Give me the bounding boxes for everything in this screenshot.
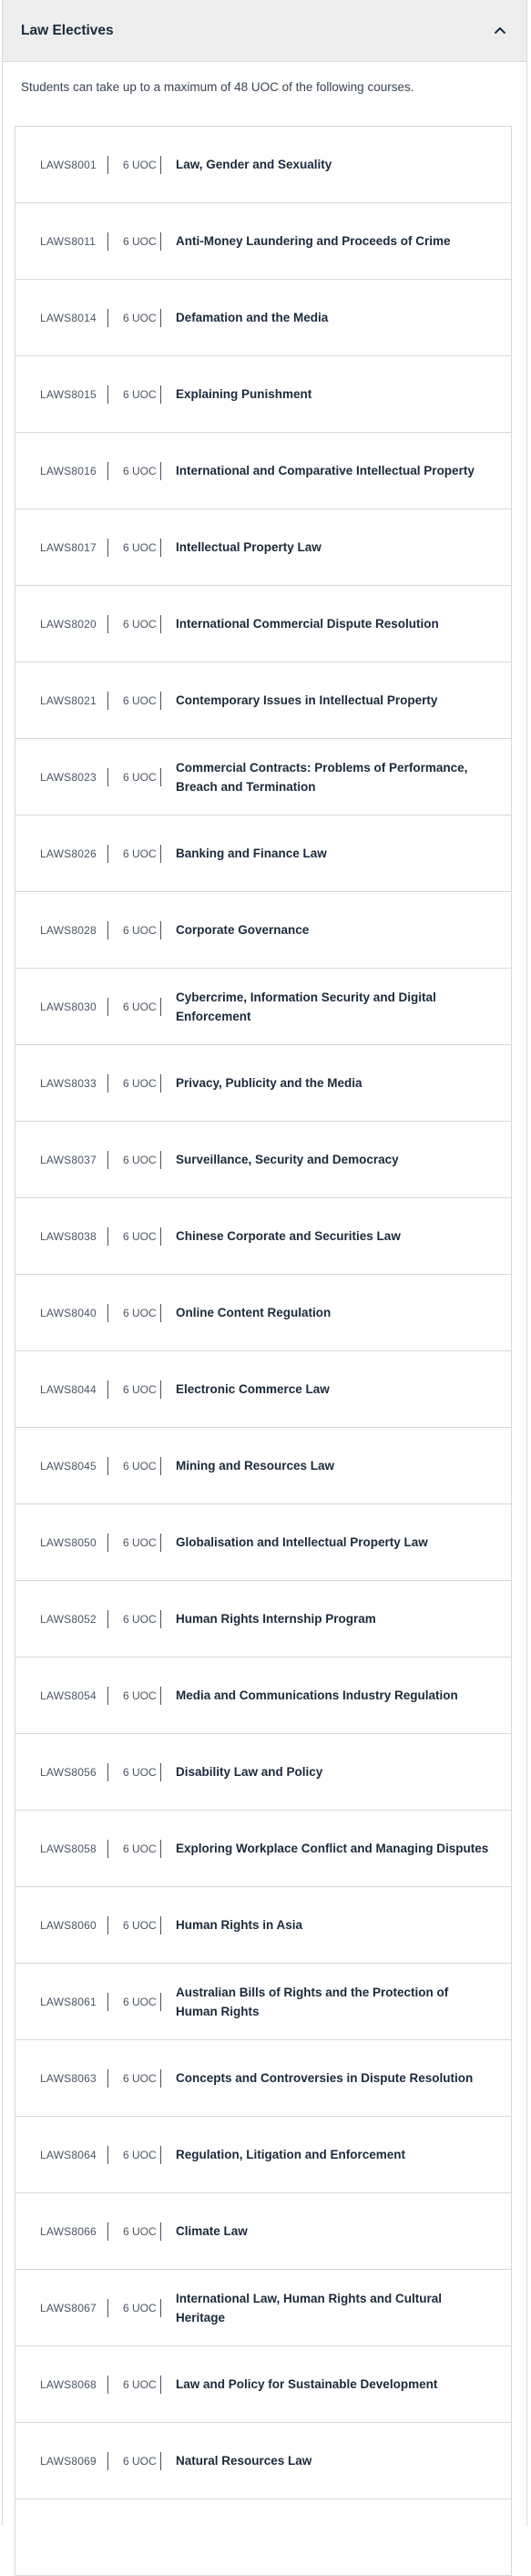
course-row[interactable] [15, 203, 512, 280]
course-uoc: 6 UOC [123, 2301, 157, 2314]
course-code: LAWS8033 [40, 1076, 97, 1090]
course-code: LAWS8015 [40, 387, 97, 401]
course-name[interactable]: Law, Gender and Sexuality [176, 158, 332, 171]
course-uoc: 6 UOC [123, 2377, 157, 2391]
course-row[interactable] [15, 1045, 512, 1122]
course-name[interactable]: Climate Law [176, 2224, 248, 2238]
course-name[interactable]: Privacy, Publicity and the Media [176, 1076, 363, 1090]
course-uoc: 6 UOC [123, 1306, 157, 1319]
course-code: LAWS8021 [40, 693, 97, 707]
course-code: LAWS8068 [40, 2377, 97, 2391]
course-name[interactable]: Electronic Commerce Law [176, 1382, 330, 1396]
course-code: LAWS8060 [40, 1918, 97, 1932]
course-row[interactable] [15, 586, 512, 662]
course-row[interactable] [15, 739, 512, 816]
course-uoc: 6 UOC [123, 1076, 157, 1090]
course-row[interactable] [15, 433, 512, 509]
course-row[interactable] [15, 1657, 512, 1734]
course-row[interactable] [15, 280, 512, 356]
course-code: LAWS8011 [40, 234, 96, 248]
course-uoc: 6 UOC [123, 847, 157, 860]
course-uoc: 6 UOC [123, 1459, 157, 1473]
course-row[interactable] [15, 1581, 512, 1657]
course-row[interactable] [15, 662, 512, 739]
course-name[interactable]: Natural Resources Law [176, 2454, 312, 2468]
course-row[interactable] [15, 509, 512, 586]
course-code: LAWS8026 [40, 847, 97, 860]
course-row[interactable] [15, 1734, 512, 1811]
course-name[interactable]: Chinese Corporate and Securities Law [176, 1229, 401, 1243]
course-code: LAWS8037 [40, 1153, 97, 1166]
course-code: LAWS8001 [40, 158, 97, 171]
course-name[interactable]: International and Comparative Intellectual Property [176, 464, 475, 477]
course-uoc: 6 UOC [123, 2224, 157, 2238]
course-name[interactable]: International Law, Human Rights and Cultural Heritage [176, 2291, 443, 2325]
course-name[interactable]: Commercial Contracts: Problems of Performance, Breach and Termination [176, 760, 468, 794]
course-code: LAWS8064 [40, 2148, 97, 2161]
course-name[interactable]: Intellectual Property Law [176, 540, 322, 554]
course-uoc: 6 UOC [123, 1382, 157, 1396]
panel-header[interactable] [3, 0, 526, 62]
course-row[interactable] [15, 2193, 512, 2270]
course-code: LAWS8028 [40, 923, 97, 937]
course-name[interactable]: Human Rights in Asia [176, 1918, 303, 1932]
course-row[interactable] [15, 2346, 512, 2423]
course-row[interactable] [15, 356, 512, 433]
course-code: LAWS8014 [40, 311, 97, 324]
course-row[interactable] [15, 1504, 512, 1581]
course-row[interactable] [15, 1351, 512, 1428]
course-uoc: 6 UOC [123, 1229, 157, 1243]
course-name[interactable]: Globalisation and Intellectual Property Law [176, 1535, 428, 1549]
course-code: LAWS8023 [40, 770, 97, 784]
course-row[interactable] [15, 1887, 512, 1964]
course-code: LAWS8067 [40, 2301, 97, 2314]
course-uoc: 6 UOC [123, 1153, 157, 1166]
course-code: LAWS8017 [40, 540, 97, 554]
course-name[interactable]: Corporate Governance [176, 923, 310, 937]
course-uoc: 6 UOC [123, 1000, 157, 1013]
course-code: LAWS8016 [40, 464, 97, 477]
course-row[interactable] [15, 2270, 512, 2346]
course-uoc: 6 UOC [123, 770, 157, 784]
panel-title: Law Electives [21, 22, 114, 38]
course-code: LAWS8069 [40, 2454, 97, 2468]
course-code: LAWS8061 [40, 1995, 97, 2008]
course-code: LAWS8054 [40, 1688, 97, 1702]
course-uoc: 6 UOC [123, 1535, 157, 1549]
course-row[interactable] [15, 2117, 512, 2193]
course-row[interactable] [15, 1198, 512, 1275]
course-code: LAWS8050 [40, 1535, 97, 1549]
course-name[interactable]: Surveillance, Security and Democracy [176, 1153, 399, 1166]
course-name[interactable]: Online Content Regulation [176, 1306, 332, 1319]
course-uoc: 6 UOC [123, 1765, 157, 1779]
course-name[interactable]: Human Rights Internship Program [176, 1612, 376, 1626]
course-name[interactable]: Explaining Punishment [176, 387, 312, 401]
course-row[interactable] [15, 2040, 512, 2117]
course-row[interactable] [15, 1122, 512, 1198]
course-row[interactable] [15, 1275, 512, 1351]
course-code: LAWS8038 [40, 1229, 97, 1243]
course-name[interactable]: Cybercrime, Information Security and Digital Enforcement [176, 990, 436, 1023]
course-name[interactable]: Concepts and Controversies in Dispute Resolution [176, 2071, 474, 2085]
course-name[interactable]: Banking and Finance Law [176, 847, 327, 860]
course-uoc: 6 UOC [123, 158, 157, 171]
course-uoc: 6 UOC [123, 1688, 157, 1702]
course-row[interactable] [15, 2423, 512, 2499]
course-uoc: 6 UOC [123, 2071, 157, 2085]
course-name[interactable]: Media and Communications Industry Regulation [176, 1688, 458, 1702]
course-uoc: 6 UOC [123, 1918, 157, 1932]
course-uoc: 6 UOC [123, 923, 157, 937]
course-uoc: 6 UOC [123, 1842, 157, 1855]
course-code: LAWS8040 [40, 1306, 97, 1319]
course-uoc: 6 UOC [123, 1612, 157, 1626]
course-uoc: 6 UOC [123, 617, 157, 631]
chevron-up-icon[interactable] [492, 23, 508, 39]
course-row[interactable] [15, 1811, 512, 1887]
course-row[interactable] [15, 2499, 512, 2576]
course-row[interactable] [15, 1964, 512, 2040]
course-uoc: 6 UOC [123, 540, 157, 554]
course-code: LAWS8020 [40, 617, 97, 631]
course-name[interactable]: Contemporary Issues in Intellectual Property [176, 693, 438, 707]
course-list [15, 126, 512, 2576]
course-row[interactable] [15, 1428, 512, 1504]
course-code: LAWS8058 [40, 1842, 97, 1855]
course-uoc: 6 UOC [123, 693, 157, 707]
course-code: LAWS8056 [40, 1765, 97, 1779]
course-uoc: 6 UOC [123, 234, 157, 248]
course-code: LAWS8044 [40, 1382, 97, 1396]
course-row[interactable] [15, 127, 512, 203]
course-name[interactable]: Regulation, Litigation and Enforcement [176, 2148, 406, 2161]
panel-description: Students can take up to a maximum of 48 UOC of the following courses. [21, 80, 414, 94]
course-code: LAWS8066 [40, 2224, 97, 2238]
course-row[interactable] [15, 892, 512, 969]
course-code: LAWS8052 [40, 1612, 97, 1626]
course-name[interactable]: Anti-Money Laundering and Proceeds of Crime [176, 234, 451, 248]
course-name[interactable]: Disability Law and Policy [176, 1765, 323, 1779]
course-name[interactable]: Defamation and the Media [176, 311, 329, 324]
course-code: LAWS8030 [40, 1000, 97, 1013]
course-name[interactable]: International Commercial Dispute Resolution [176, 617, 439, 631]
course-name[interactable]: Australian Bills of Rights and the Protection of Human Rights [176, 1985, 449, 2018]
course-code: LAWS8045 [40, 1459, 97, 1473]
course-row[interactable] [15, 969, 512, 1045]
course-uoc: 6 UOC [123, 2148, 157, 2161]
course-code: LAWS8063 [40, 2071, 97, 2085]
course-uoc: 6 UOC [123, 464, 157, 477]
course-name[interactable]: Mining and Resources Law [176, 1459, 335, 1473]
course-name[interactable]: Law and Policy for Sustainable Development [176, 2377, 438, 2391]
course-name[interactable]: Exploring Workplace Conflict and Managing Disputes [176, 1842, 489, 1855]
course-uoc: 6 UOC [123, 387, 157, 401]
course-row[interactable] [15, 816, 512, 892]
course-uoc: 6 UOC [123, 1995, 157, 2008]
course-uoc: 6 UOC [123, 311, 157, 324]
course-uoc: 6 UOC [123, 2454, 157, 2468]
